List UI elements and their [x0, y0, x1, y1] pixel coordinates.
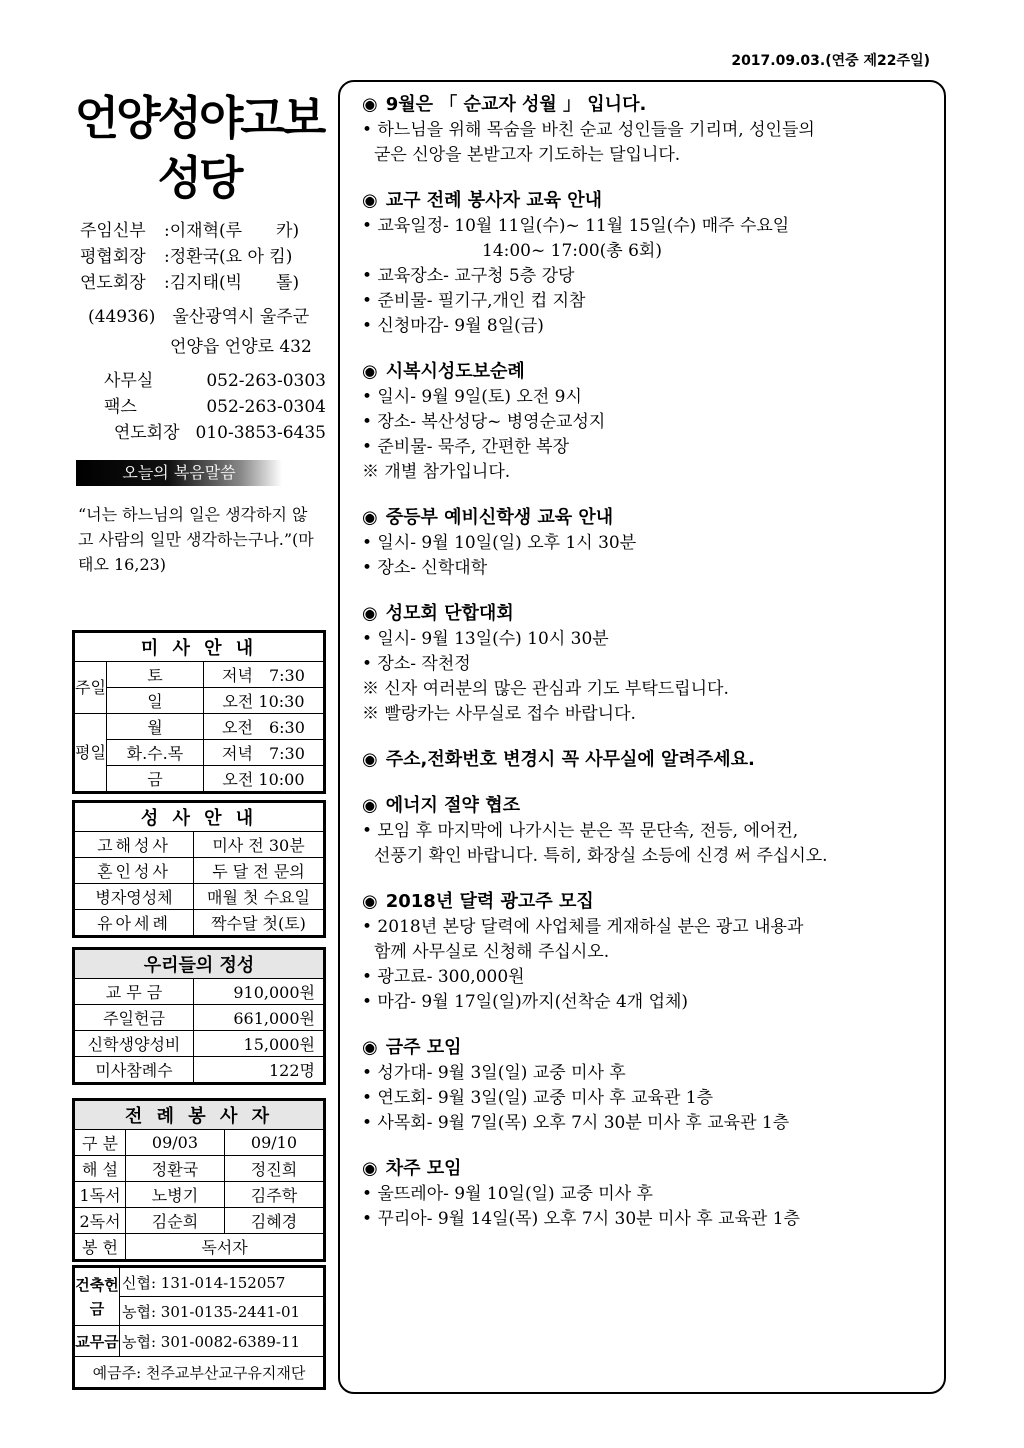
notice-line: • 준비물- 필기구,개인 컵 지참 — [362, 291, 586, 311]
notice-title-text: 교구 전례 봉사자 교육 안내 — [385, 190, 603, 211]
contact-value: 052-263-0303 — [206, 371, 326, 391]
contact-list — [72, 368, 326, 446]
offering-name: 교 무 금 — [75, 979, 194, 1005]
contact-value: 010-3853-6435 — [195, 423, 326, 443]
offerings-title: 우리들의 정성 — [75, 950, 324, 979]
notice-line: ※ 신자 여러분의 많은 관심과 기도 부탁드립니다. — [362, 679, 729, 699]
sunday-label: 주일 — [75, 662, 107, 714]
mass-day: 일 — [106, 688, 203, 714]
notice-title — [362, 793, 932, 819]
offering-amount: 122명 — [194, 1057, 324, 1083]
contact-value: 052-263-0304 — [206, 397, 326, 417]
weekday-label: 평일 — [75, 714, 107, 792]
offerings-box — [72, 947, 326, 1085]
notice-line: 14:00~ 17:00(총 6회) — [482, 241, 662, 261]
address-line1: (44936) 울산광역시 울주군 — [88, 307, 310, 327]
staff-role: 연도회장 — [80, 273, 146, 293]
bullet-circle-icon: ◉ — [362, 94, 378, 115]
bullet-circle-icon: ◉ — [362, 1158, 378, 1179]
mass-schedule-box — [72, 630, 326, 794]
account-number: 신협: 131-014-152057 — [120, 1268, 324, 1297]
mass-time: 저녁 7:30 — [203, 662, 323, 688]
contact-row — [72, 420, 326, 446]
gospel-heading: 오늘의 복음말씀 — [76, 460, 282, 486]
notice-title — [362, 889, 932, 915]
parish-name-line2: 성당 — [157, 151, 241, 205]
server-name: 김주학 — [224, 1182, 323, 1208]
notice-title — [362, 92, 932, 118]
servers-box — [72, 1098, 326, 1262]
notice-line: ※ 개별 참가입니다. — [362, 462, 511, 482]
notices-content — [338, 80, 946, 1394]
tithe-label: 교무금 — [75, 1326, 120, 1357]
notice-line: • 사목회- 9월 7일(목) 오후 7시 30분 미사 후 교육관 1층 — [362, 1113, 790, 1133]
notice-line: • 하느님을 위해 목숨을 바친 순교 성인들을 기리며, 성인들의 — [362, 120, 815, 140]
bullet-circle-icon: ◉ — [362, 507, 378, 528]
notice-title — [362, 747, 932, 773]
notice-section — [362, 747, 932, 773]
sacrament-info: 짝수달 첫(토) — [194, 910, 324, 936]
contact-row — [72, 368, 326, 394]
contact-label: 팩스 — [104, 397, 137, 417]
notice-title — [362, 359, 932, 385]
mass-time: 오전 10:00 — [203, 766, 323, 792]
building-fund-label: 건축헌금 — [75, 1268, 120, 1326]
mass-schedule-title: 미 사 안 내 — [75, 633, 324, 662]
mass-time: 오전 6:30 — [203, 714, 323, 740]
notice-line: • 준비물- 묵주, 간편한 복장 — [362, 437, 570, 457]
bullet-circle-icon: ◉ — [362, 891, 378, 912]
account-number: 농협: 301-0135-2441-01 — [120, 1297, 324, 1326]
notice-title-text: 금주 모임 — [385, 1037, 462, 1058]
offering-amount: 15,000원 — [194, 1031, 324, 1057]
offerings-table — [74, 949, 324, 1083]
notice-line: • 신청마감- 9월 8일(금) — [362, 316, 544, 336]
parish-name — [72, 88, 326, 208]
notice-title-text: 시복시성도보순례 — [385, 361, 525, 382]
staff-list — [80, 218, 326, 296]
accounts-box — [72, 1265, 326, 1390]
notice-line: • 교육일정- 10월 11일(수)~ 11월 15일(수) 매주 수요일 — [362, 216, 790, 236]
staff-row — [80, 270, 326, 296]
server-role: 2독서 — [75, 1208, 126, 1234]
notice-section — [362, 601, 932, 727]
sacrament-info: 두 달 전 문의 — [194, 858, 324, 884]
sacraments-title: 성 사 안 내 — [75, 803, 324, 832]
notice-section — [362, 359, 932, 485]
notice-title-text: 주소,전화번호 변경시 꼭 사무실에 알려주세요. — [385, 749, 755, 770]
offering-name: 미사참례수 — [75, 1057, 194, 1083]
servers-header: 구 분 — [75, 1130, 126, 1156]
servers-table — [74, 1100, 324, 1260]
left-column — [72, 80, 326, 577]
offering-name: 주일헌금 — [75, 1005, 194, 1031]
notice-title — [362, 188, 932, 214]
server-name: 독서자 — [126, 1234, 324, 1260]
notice-line: • 교육장소- 교구청 5층 강당 — [362, 266, 575, 286]
mass-day: 월 — [106, 714, 203, 740]
mass-day: 금 — [106, 766, 203, 792]
contact-label: 사무실 — [104, 371, 154, 391]
account-holder: 예금주: 천주교부산교구유지재단 — [75, 1357, 324, 1388]
staff-name: :정환국(요 아 킴) — [164, 247, 293, 267]
notice-line: ※ 빨랑카는 사무실로 접수 바랍니다. — [362, 704, 636, 724]
server-role: 봉 헌 — [75, 1234, 126, 1260]
mass-time: 저녁 7:30 — [203, 740, 323, 766]
notice-title-text: 2018년 달력 광고주 모집 — [385, 891, 594, 912]
notice-title — [362, 1156, 932, 1182]
staff-role: 평협회장 — [80, 247, 146, 267]
gospel-text: “너는 하느님의 일은 생각하지 않고 사람의 일만 생각하는구나.”(마태오 16,23) — [78, 505, 314, 574]
contact-row — [72, 394, 326, 420]
servers-title: 전 례 봉 사 자 — [75, 1101, 324, 1130]
notice-line: 선풍기 확인 바랍니다. 특히, 화장실 소등에 신경 써 주십시오. — [374, 846, 828, 866]
mass-time: 오전 10:30 — [203, 688, 323, 714]
server-role: 해 설 — [75, 1156, 126, 1182]
mass-day: 화.수.목 — [106, 740, 203, 766]
server-name: 정진희 — [224, 1156, 323, 1182]
sacrament-name: 병자영성체 — [75, 884, 194, 910]
server-name: 김순희 — [126, 1208, 225, 1234]
staff-name: :이재혁(루 카) — [164, 221, 300, 241]
sacrament-name: 유아세례 — [75, 910, 194, 936]
bulletin-date: 2017.09.03.(연중 제22주일) — [731, 53, 930, 69]
notice-line: • 일시- 9월 13일(수) 10시 30분 — [362, 629, 609, 649]
notice-section — [362, 92, 932, 168]
notice-line: • 성가대- 9월 3일(일) 교중 미사 후 — [362, 1063, 626, 1083]
bullet-circle-icon: ◉ — [362, 603, 378, 624]
offering-amount: 661,000원 — [194, 1005, 324, 1031]
bullet-circle-icon: ◉ — [362, 749, 378, 770]
notice-line: • 울뜨레아- 9월 10일(일) 교중 미사 후 — [362, 1184, 653, 1204]
notice-title — [362, 601, 932, 627]
notice-line: • 장소- 작천정 — [362, 654, 471, 674]
sacrament-name: 혼인성사 — [75, 858, 194, 884]
notice-section — [362, 188, 932, 339]
accounts-table — [74, 1267, 324, 1388]
notice-title — [362, 505, 932, 531]
notice-section — [362, 793, 932, 869]
notice-title-text: 중등부 예비신학생 교육 안내 — [385, 507, 614, 528]
bullet-circle-icon: ◉ — [362, 795, 378, 816]
notice-line: • 모임 후 마지막에 나가시는 분은 꼭 문단속, 전등, 에어컨, — [362, 821, 799, 841]
notice-section — [362, 1035, 932, 1136]
server-name: 김혜경 — [224, 1208, 323, 1234]
notice-line: • 일시- 9월 10일(일) 오후 1시 30분 — [362, 533, 637, 553]
notice-line: • 일시- 9월 9일(토) 오전 9시 — [362, 387, 582, 407]
notice-line: 굳은 신앙을 본받고자 기도하는 달입니다. — [374, 145, 681, 165]
contact-label: 연도회장 — [113, 423, 180, 443]
notice-line: 함께 사무실로 신청해 주십시오. — [374, 942, 610, 962]
server-name: 노병기 — [126, 1182, 225, 1208]
notice-title-text: 9월은 「 순교자 성월 」 입니다. — [385, 94, 647, 115]
sacraments-box — [72, 800, 326, 938]
notice-line: • 2018년 본당 달력에 사업체를 게재하실 분은 광고 내용과 — [362, 917, 804, 937]
mass-day: 토 — [106, 662, 203, 688]
sacrament-info: 미사 전 30분 — [194, 832, 324, 858]
notice-line: • 마감- 9월 17일(일)까지(선착순 4개 업체) — [362, 992, 689, 1012]
notice-section — [362, 1156, 932, 1232]
notice-line: • 장소- 신학대학 — [362, 558, 488, 578]
notice-line: • 장소- 복산성당~ 병영순교성지 — [362, 412, 606, 432]
sacrament-info: 매월 첫 수요일 — [194, 884, 324, 910]
staff-role: 주임신부 — [80, 221, 146, 241]
notice-line: • 연도회- 9월 3일(일) 교중 미사 후 교육관 1층 — [362, 1088, 714, 1108]
notice-line: • 꾸리아- 9월 14일(목) 오후 7시 30분 미사 후 교육관 1층 — [362, 1209, 800, 1229]
servers-header: 09/03 — [126, 1130, 225, 1156]
staff-row — [80, 244, 326, 270]
servers-header: 09/10 — [224, 1130, 323, 1156]
notice-title — [362, 1035, 932, 1061]
address-line2: 언양읍 언양로 432 — [170, 337, 312, 357]
account-number: 농협: 301-0082-6389-11 — [120, 1326, 324, 1357]
notice-title-text: 성모회 단합대회 — [385, 603, 514, 624]
bullet-circle-icon: ◉ — [362, 361, 378, 382]
offering-amount: 910,000원 — [194, 979, 324, 1005]
bullet-circle-icon: ◉ — [362, 190, 378, 211]
server-name: 정환국 — [126, 1156, 225, 1182]
mass-schedule-table — [74, 632, 324, 792]
parish-name-line1: 언양성야고보 — [74, 91, 324, 145]
bullet-circle-icon: ◉ — [362, 1037, 378, 1058]
server-role: 1독서 — [75, 1182, 126, 1208]
offering-name: 신학생양성비 — [75, 1031, 194, 1057]
staff-name: :김지태(빅 톨) — [164, 273, 300, 293]
notice-title-text: 에너지 절약 협조 — [385, 795, 520, 816]
staff-row — [80, 218, 326, 244]
notice-section — [362, 889, 932, 1015]
notice-line: • 광고료- 300,000원 — [362, 967, 525, 987]
notice-section — [362, 505, 932, 581]
notice-title-text: 차주 모임 — [385, 1158, 462, 1179]
sacraments-table — [74, 802, 324, 936]
sacrament-name: 고해성사 — [75, 832, 194, 858]
